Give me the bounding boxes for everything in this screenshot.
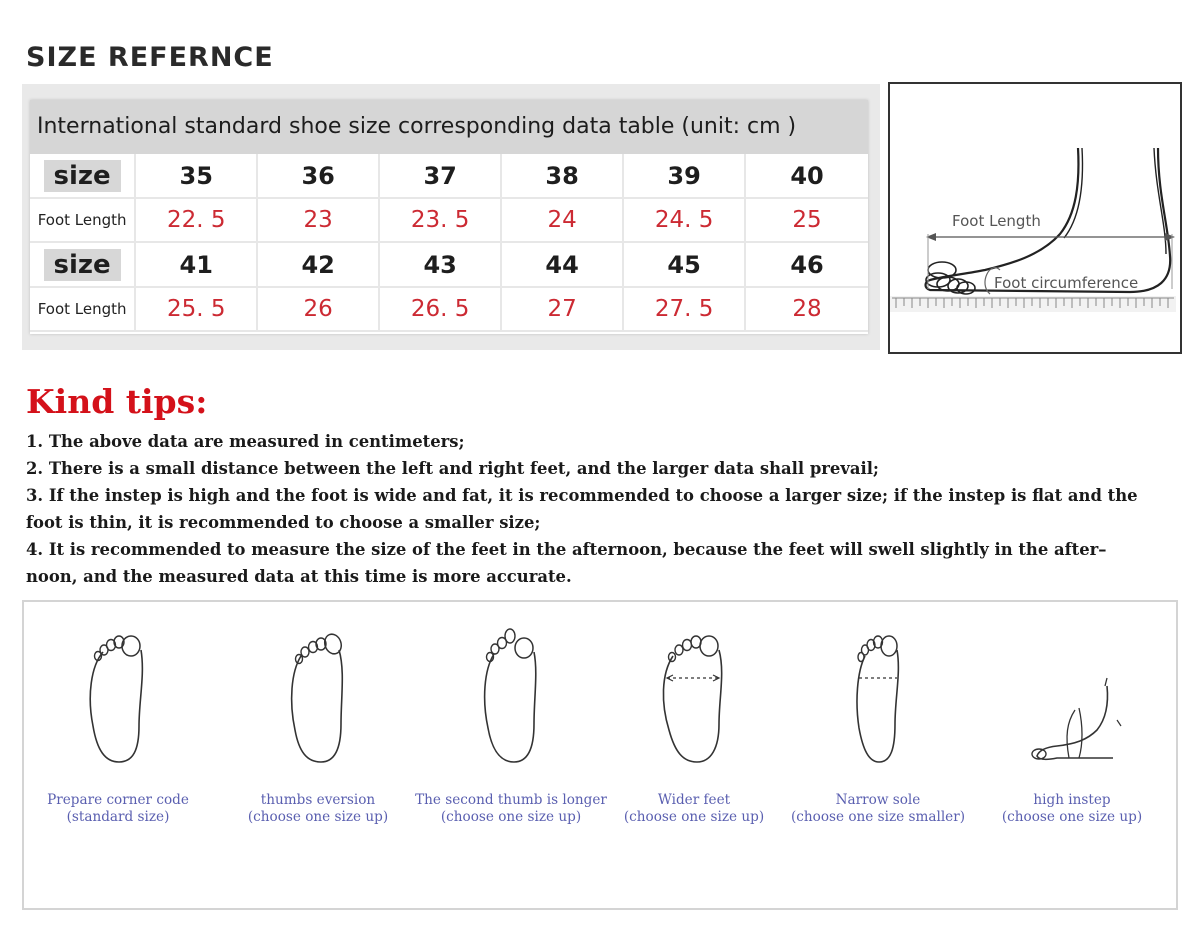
length-cell: 28	[792, 296, 822, 322]
size-cell: 37	[423, 161, 457, 190]
size-cell: 39	[667, 161, 701, 190]
length-cell: 27	[547, 296, 577, 322]
foot-length-row-label: Foot Length	[37, 300, 127, 318]
foot-type-advice: (choose one size up)	[440, 809, 582, 825]
length-row-1	[30, 199, 868, 243]
length-row-2	[30, 288, 868, 332]
size-table-caption: International standard shoe size corresponding data table (unit: cm )	[30, 100, 868, 154]
size-row-2	[30, 243, 868, 288]
kind-tips-title: Kind tips:	[26, 382, 208, 421]
foot-type-long-second-toe	[411, 626, 611, 826]
length-cell: 25. 5	[166, 296, 226, 322]
foot-type-name: Wider feet	[657, 792, 731, 808]
foot-types-panel	[22, 600, 1178, 910]
size-row-label: size	[44, 249, 121, 281]
length-cell: 23. 5	[410, 207, 470, 233]
standard-foot-icon	[83, 626, 153, 766]
foot-type-name: Narrow sole	[835, 792, 921, 808]
size-cell: 42	[301, 250, 335, 279]
length-cell: 22. 5	[166, 207, 226, 233]
foot-type-name: high instep	[1033, 792, 1111, 808]
foot-type-advice: (choose one size smaller)	[790, 809, 966, 825]
foot-type-name: The second thumb is longer	[415, 792, 607, 808]
tip-item: 4. It is recommended to measure the size of the feet in the afternoon, because the feet will swell slightly in the after–noon, and the measured data at this time is more accurate.	[26, 540, 1107, 586]
length-cell: 26	[303, 296, 333, 322]
length-cell: 26. 5	[410, 296, 470, 322]
foot-type-wide	[594, 626, 794, 826]
size-table-frame	[22, 84, 880, 350]
foot-type-advice: (choose one size up)	[247, 809, 389, 825]
size-table-grid	[30, 154, 868, 332]
size-cell: 44	[545, 250, 579, 279]
size-cell: 35	[179, 161, 213, 190]
wide-foot-icon	[659, 626, 729, 766]
size-table	[30, 100, 868, 334]
kind-tips-list	[26, 428, 1156, 590]
length-cell: 24. 5	[654, 207, 714, 233]
thumbs-eversion-foot-icon	[283, 626, 353, 766]
long-second-toe-foot-icon	[476, 626, 546, 766]
foot-type-standard	[18, 626, 218, 826]
size-cell: 43	[423, 250, 457, 279]
page-title: SIZE REFERNCE	[26, 42, 274, 73]
foot-type-advice: (standard size)	[66, 809, 170, 825]
size-cell: 41	[179, 250, 213, 279]
tip-item: 2. There is a small distance between the left and right feet, and the larger data shall prevail;	[26, 459, 879, 478]
foot-measurement-diagram	[888, 82, 1182, 354]
size-row-1	[30, 154, 868, 199]
foot-length-label: Foot Length	[952, 212, 1041, 230]
high-instep-foot-icon	[1017, 626, 1127, 766]
length-cell: 27. 5	[654, 296, 714, 322]
foot-circumference-label: Foot circumference	[994, 274, 1139, 292]
foot-type-name: thumbs eversion	[260, 792, 376, 808]
foot-type-name: Prepare corner code	[47, 792, 189, 808]
foot-type-advice: (choose one size up)	[623, 809, 765, 825]
foot-type-high-instep	[972, 626, 1172, 826]
narrow-foot-icon	[843, 626, 913, 766]
size-cell: 46	[790, 250, 824, 279]
size-cell: 40	[790, 161, 824, 190]
size-cell: 36	[301, 161, 335, 190]
tip-item: 3. If the instep is high and the foot is wide and fat, it is recommended to choose a larger size; if the instep is flat and the foot is thin, it is recommended to choose a smaller size;	[26, 486, 1138, 532]
length-cell: 25	[792, 207, 822, 233]
size-cell: 45	[667, 250, 701, 279]
foot-type-thumbs-eversion	[218, 626, 418, 826]
foot-type-advice: (choose one size up)	[1001, 809, 1143, 825]
length-cell: 24	[547, 207, 577, 233]
foot-type-narrow	[778, 626, 978, 826]
size-cell: 38	[545, 161, 579, 190]
size-row-label: size	[44, 160, 121, 192]
tip-item: 1. The above data are measured in centimeters;	[26, 432, 465, 451]
length-cell: 23	[303, 207, 333, 233]
foot-length-row-label: Foot Length	[37, 211, 127, 229]
